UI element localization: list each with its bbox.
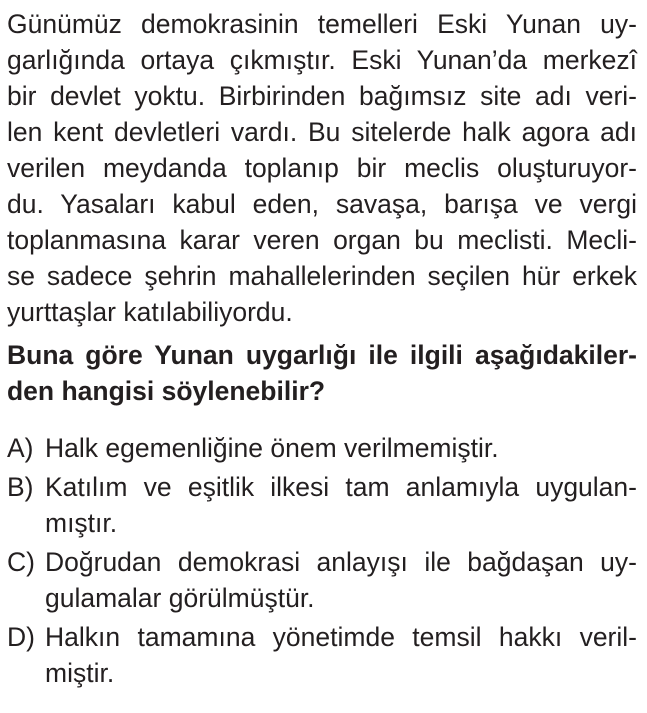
passage-line: len kent devletleri vardı. Bu sitelerde halk agora adı: [7, 117, 637, 147]
passage-line: bir devlet yoktu. Birbirinden bağımsız site adı veri-: [7, 81, 637, 111]
question-stem: [7, 337, 637, 409]
passage-line: verilen meydanda toplanıp bir meclis oluşturuyor-: [7, 153, 637, 183]
option-b-letter: B): [7, 472, 34, 502]
option-c[interactable]: [7, 544, 637, 616]
passage-line: yurttaşlar katılabiliyordu.: [7, 297, 293, 327]
option-a-text: Halk egemenliğine önem verilmemiştir.: [45, 433, 499, 463]
option-c-text: gulamalar görülmüştür.: [45, 583, 315, 613]
option-b-text: Katılım ve eşitlik ilkesi tam anlamıyla uygulan-: [45, 472, 637, 502]
question-page: [7, 6, 637, 694]
option-c-text: Doğrudan demokrasi anlayışı ile bağdaşan uy-: [45, 547, 637, 577]
option-b-text: mıştır.: [45, 508, 118, 538]
passage-line: Günümüz demokrasinin temelleri Eski Yunan uy-: [7, 9, 637, 39]
option-d-text: miştir.: [45, 658, 115, 688]
option-a[interactable]: [7, 430, 637, 466]
passage-line: se sadece şehrin mahallelerinden seçilen hür erkek: [7, 261, 637, 291]
option-c-letter: C): [7, 547, 35, 577]
option-d[interactable]: [7, 619, 637, 691]
option-a-letter: A): [7, 433, 34, 463]
answer-options: [7, 430, 637, 691]
passage-line: du. Yasaları kabul eden, savaşa, barışa ve vergi: [7, 189, 637, 219]
question-line: Buna göre Yunan uygarlığı ile ilgili aşağıdakiler-: [7, 340, 637, 370]
option-d-letter: D): [7, 622, 35, 652]
passage-line: garlığında ortaya çıkmıştır. Eski Yunan’da merkezî: [7, 45, 637, 75]
option-b[interactable]: [7, 469, 637, 541]
option-d-text: Halkın tamamına yönetimde temsil hakkı veril-: [45, 622, 637, 652]
passage-text: [7, 6, 637, 330]
passage-line: toplanmasına karar veren organ bu meclisti. Mecli-: [7, 225, 637, 255]
question-line: den hangisi söylenebilir?: [7, 376, 326, 406]
